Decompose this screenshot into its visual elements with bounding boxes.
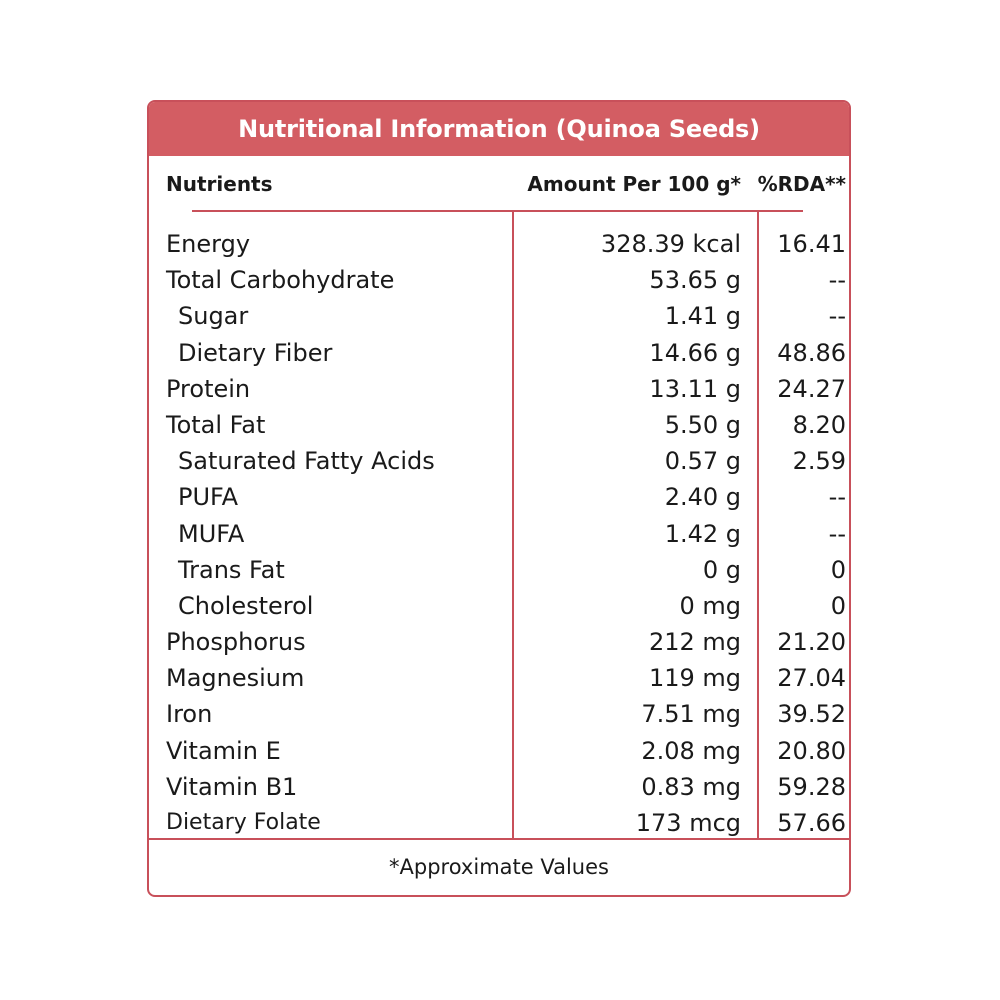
table-row [149,516,849,552]
nutrient-rda: -- [828,483,846,512]
table-row [149,479,849,515]
table-row [149,335,849,371]
nutrient-amount: 0 mg [679,591,741,620]
nutrient-amount: 2.08 mg [641,736,741,765]
nutrient-amount: 328.39 kcal [600,230,741,258]
nutrient-name: Dietary Fiber [178,338,333,367]
nutrient-rda: 57.66 [777,809,846,837]
footer-divider [149,838,849,840]
table-row [149,588,849,624]
nutrient-name: Sugar [178,302,249,331]
nutrient-rda: 24.27 [777,374,846,403]
nutrient-name: Vitamin B1 [166,772,298,801]
nutrient-rows [149,226,849,841]
nutrient-name: Energy [166,230,251,258]
nutrient-amount: 2.40 g [664,483,741,512]
table-row [149,696,849,732]
nutrient-amount: 13.11 g [649,374,741,403]
nutrient-name: Dietary Folate [166,810,321,835]
nutrient-rda: -- [828,302,846,331]
nutrient-name: Magnesium [166,664,305,693]
nutrient-rda: 2.59 [792,447,846,476]
nutrient-name: PUFA [178,483,239,512]
nutrient-name: Protein [166,374,251,403]
nutrient-name: MUFA [178,519,245,548]
nutrient-name: Cholesterol [178,591,314,620]
table-row [149,769,849,805]
nutrient-name: Total Carbohydrate [166,266,395,295]
nutrient-rda: 21.20 [777,628,846,657]
nutrient-name: Trans Fat [178,555,285,584]
nutrition-panel [147,100,851,897]
header-amount: Amount Per 100 g* [527,172,741,196]
nutrient-amount: 1.42 g [664,519,741,548]
nutrient-rda: -- [828,266,846,295]
nutrient-rda: 0 [830,591,846,620]
nutrient-amount: 212 mg [648,628,741,657]
header-rda: %RDA** [757,172,846,196]
nutrient-amount: 14.66 g [649,338,741,367]
nutrient-rda: 27.04 [777,664,846,693]
nutrient-rda: 20.80 [777,736,846,765]
nutrient-amount: 5.50 g [664,410,741,439]
nutrient-amount: 0.57 g [664,447,741,476]
table-row [149,443,849,479]
table-row [149,805,849,841]
nutrient-rda: 39.52 [777,700,846,729]
table-row [149,298,849,334]
nutrient-name: Vitamin E [166,736,281,765]
nutrient-rda: -- [828,519,846,548]
nutrient-name: Total Fat [166,410,266,439]
nutrient-rda: 0 [830,555,846,584]
nutrient-amount: 0.83 mg [641,772,741,801]
nutrient-rda: 8.20 [792,410,846,439]
table-row [149,226,849,262]
header-divider [192,210,803,212]
table-row [149,262,849,298]
nutrient-amount: 119 mg [648,664,741,693]
nutrient-name: Iron [166,700,213,729]
table-row [149,660,849,696]
table-row [149,552,849,588]
nutrient-amount: 53.65 g [649,266,741,295]
nutrient-rda: 48.86 [777,338,846,367]
header-nutrients: Nutrients [166,172,273,196]
nutrient-name: Phosphorus [166,628,306,657]
table-row [149,733,849,769]
nutrient-amount: 7.51 mg [641,700,741,729]
table-row [149,371,849,407]
table-row [149,624,849,660]
nutrient-rda: 16.41 [777,230,846,258]
nutrient-name: Saturated Fatty Acids [178,447,435,476]
table-row [149,407,849,443]
nutrient-rda: 59.28 [777,772,846,801]
nutrient-amount: 173 mcg [635,809,741,837]
nutrient-amount: 0 g [702,555,741,584]
nutrient-amount: 1.41 g [664,302,741,331]
panel-title: Nutritional Information (Quinoa Seeds) [149,102,849,156]
footer-note: *Approximate Values [389,855,609,879]
